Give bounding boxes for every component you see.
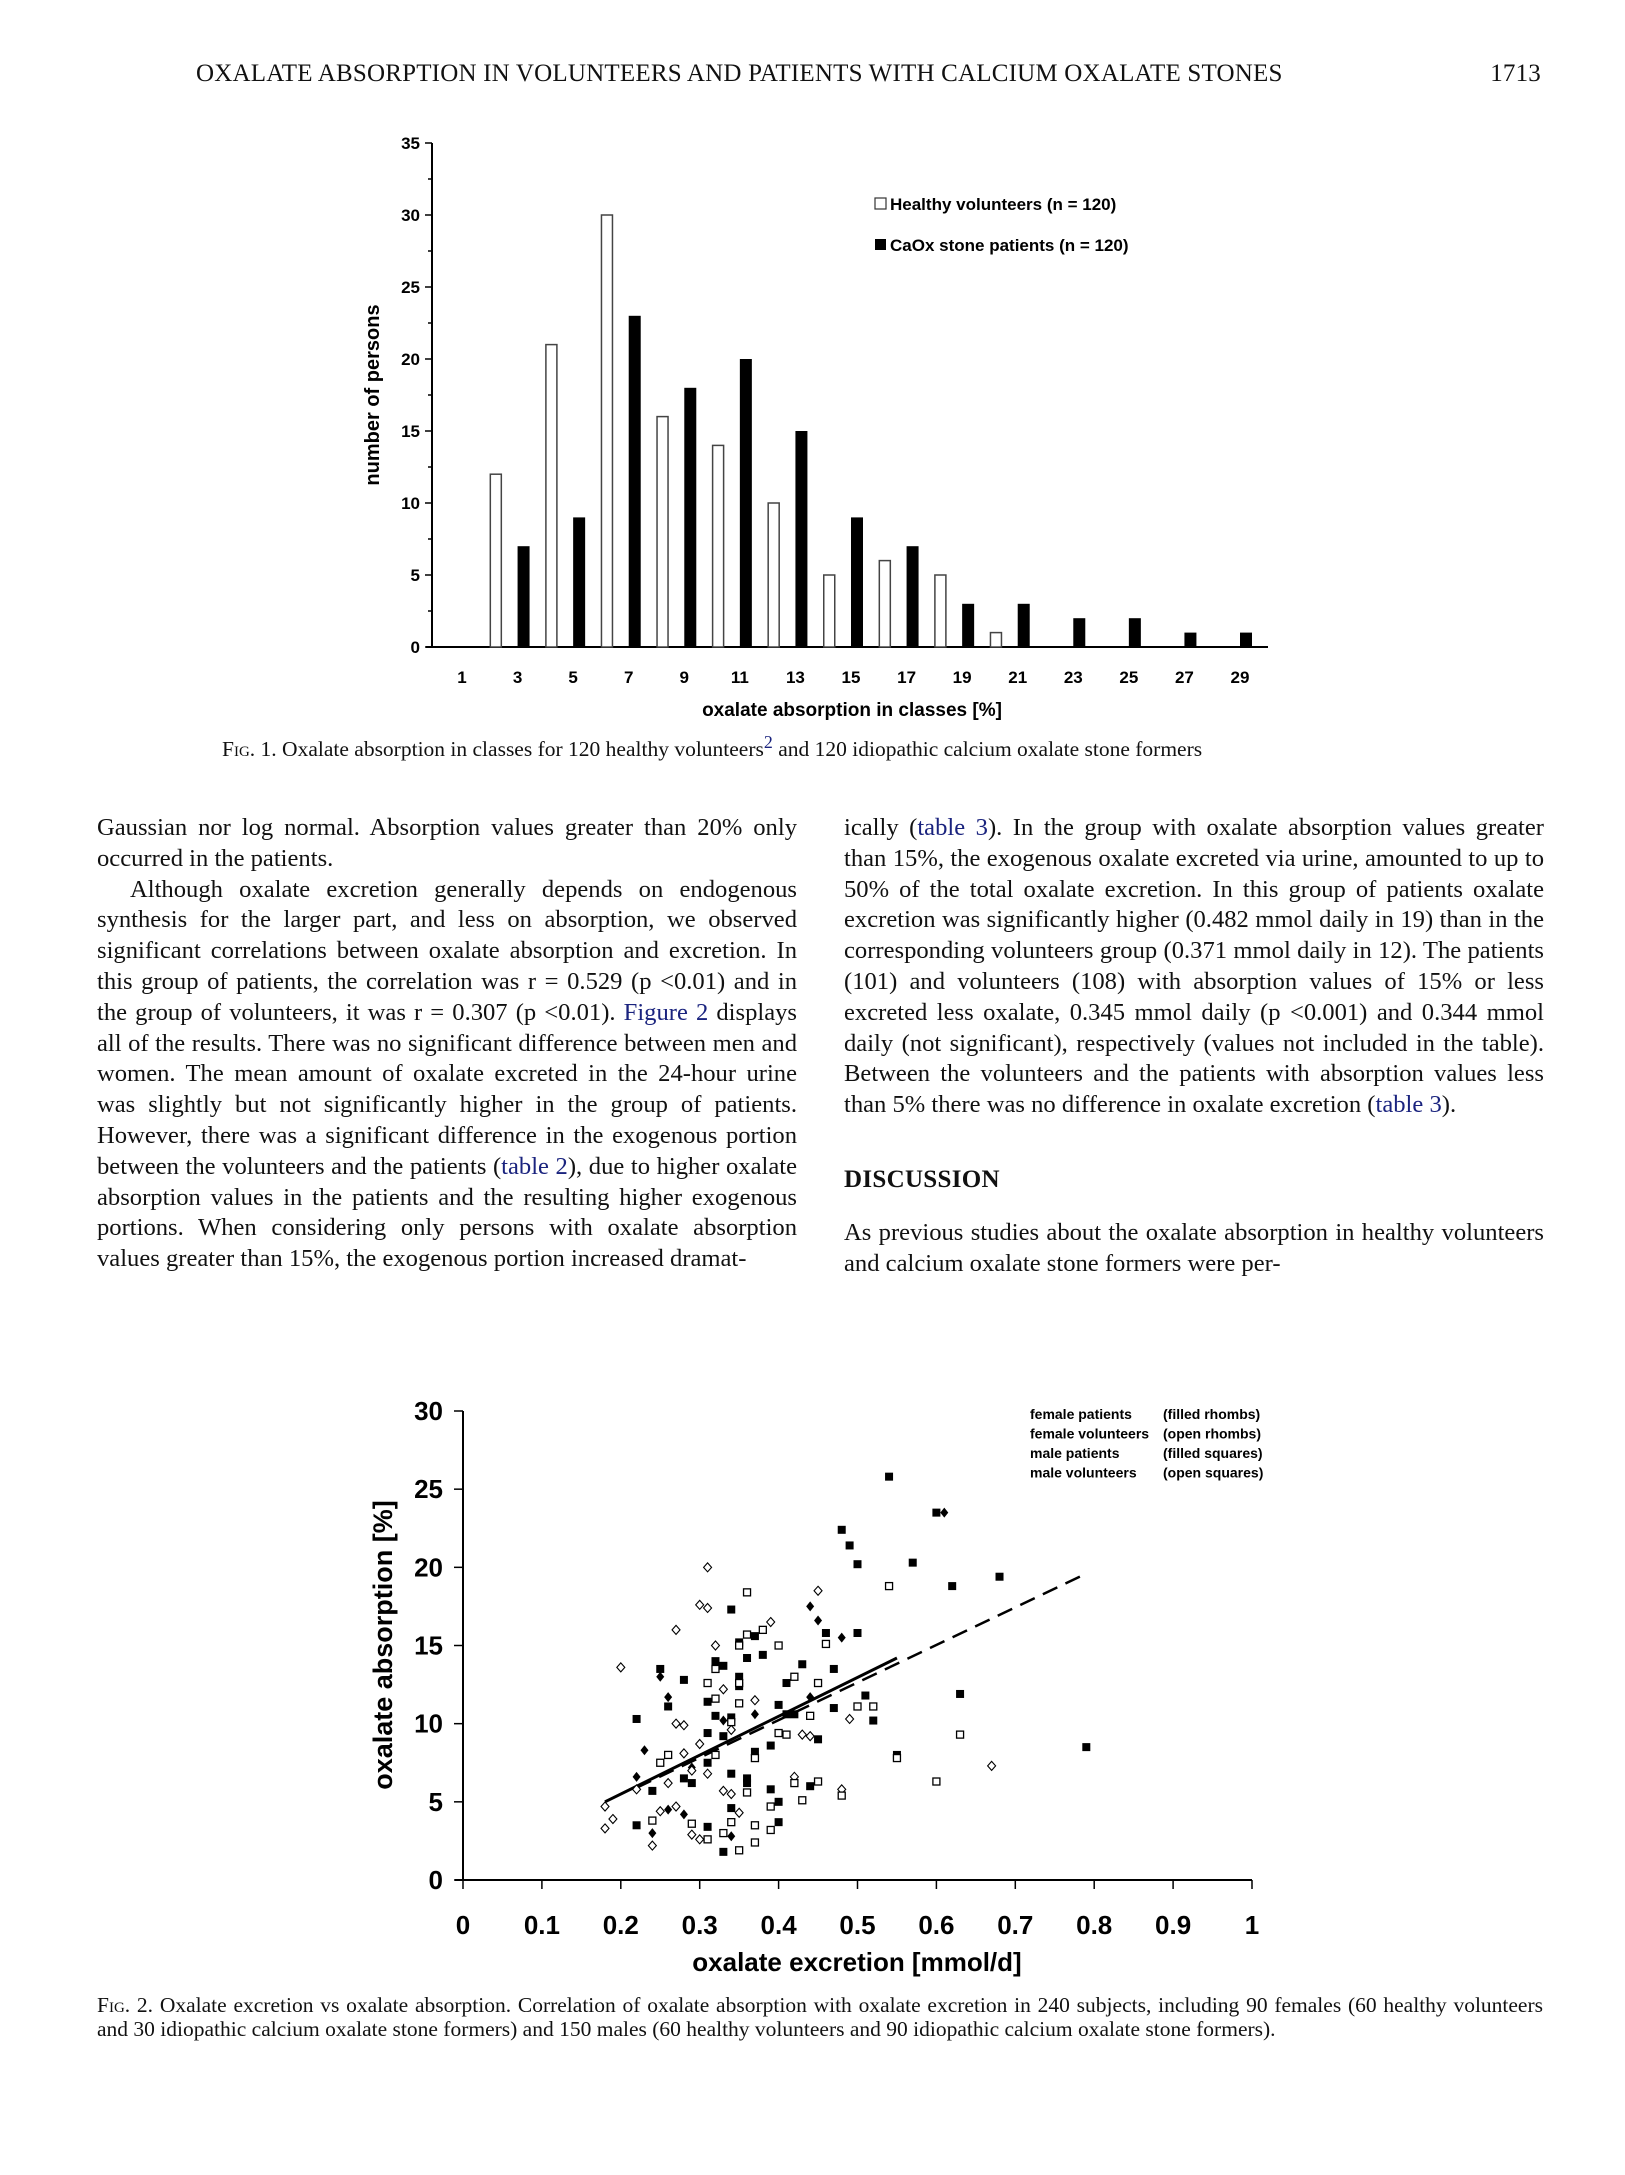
x-tick-label: 1 <box>1244 1910 1260 1940</box>
data-point <box>712 1751 719 1758</box>
bar-patients <box>1129 618 1141 647</box>
data-point <box>648 1828 656 1838</box>
data-point <box>775 1818 783 1826</box>
bar-patients <box>629 316 641 647</box>
data-point <box>711 1641 719 1650</box>
bar-patients <box>962 604 974 647</box>
y-tick-label: 30 <box>401 206 420 225</box>
data-point <box>719 1732 727 1740</box>
data-point <box>869 1717 877 1725</box>
bar-patients <box>851 517 863 647</box>
data-point <box>672 1719 680 1728</box>
svg-text:Healthy volunteers (n = 120): Healthy volunteers (n = 120) <box>890 195 1117 214</box>
data-point <box>601 1824 609 1833</box>
y-axis-label: number of persons <box>362 304 384 486</box>
data-point <box>704 1836 711 1843</box>
figure-1-caption: Fig. 1. Oxalate absorption in classes for 120 healthy volunteers$^2$ and 120 idiopathic calcium oxalate stone formers <box>222 732 1203 762</box>
svg-text:CaOx stone patients (n = 120): CaOx stone patients (n = 120) <box>890 236 1129 255</box>
data-point <box>704 1759 712 1767</box>
data-point <box>640 1745 648 1755</box>
data-point <box>759 1651 767 1659</box>
y-tick-label: 15 <box>414 1630 443 1661</box>
y-tick-label: 25 <box>414 1474 443 1505</box>
data-point <box>680 1676 688 1684</box>
right-text-column <box>844 813 1544 1279</box>
data-point <box>1082 1743 1090 1751</box>
figure-1-bar-chart <box>0 0 1625 720</box>
data-point <box>736 1642 743 1649</box>
data-point <box>649 1817 656 1824</box>
data-point <box>838 1792 845 1799</box>
y-tick-label: 0 <box>428 1865 443 1895</box>
x-tick-label: 0.2 <box>602 1910 639 1940</box>
data-point <box>719 1716 727 1726</box>
x-tick-label: 0.1 <box>523 1910 560 1940</box>
data-point <box>861 1692 869 1700</box>
data-point <box>680 1809 688 1819</box>
data-point <box>932 1509 940 1517</box>
data-point <box>838 1633 846 1643</box>
data-point <box>720 1830 727 1837</box>
data-point <box>767 1803 774 1810</box>
data-point <box>791 1673 798 1680</box>
data-point <box>736 1680 743 1687</box>
data-point <box>806 1601 814 1611</box>
data-point <box>727 1831 735 1841</box>
series-male-patients <box>633 1473 1091 1856</box>
data-point <box>767 1618 775 1627</box>
y-tick-label: 15 <box>401 422 420 441</box>
x-tick-label: 0 <box>455 1910 471 1940</box>
data-point <box>664 1805 672 1815</box>
data-point <box>767 1742 775 1750</box>
data-point <box>704 1680 711 1687</box>
x-tick-label: 13 <box>785 668 805 687</box>
bar-volunteers <box>601 215 612 647</box>
data-point <box>728 1719 735 1726</box>
bar-volunteers <box>490 474 501 647</box>
figure-2-caption: Fig. 2. Oxalate excretion vs oxalate absorption. Correlation of oxalate absorption with oxalate excretion in 240 subjects, including 90 females (60 healthy volunteers and 30 idiopathic calcium oxalate stone formers) and 150 males (60 healthy volunteers and 90 idiopathic calcium oxalate stone formers). <box>97 1993 1543 2041</box>
data-point <box>822 1640 829 1647</box>
data-point <box>728 1819 735 1826</box>
data-point <box>680 1721 688 1730</box>
bar-patients <box>1073 618 1085 647</box>
bar-volunteers <box>935 575 946 647</box>
data-point <box>719 1685 727 1694</box>
data-point <box>664 1692 672 1702</box>
data-point <box>775 1798 783 1806</box>
data-point <box>744 1631 751 1638</box>
data-point <box>775 1730 782 1737</box>
series-male-volunteers <box>649 1583 964 1854</box>
data-point <box>814 1586 822 1595</box>
x-tick-label: 25 <box>1119 668 1139 687</box>
data-point <box>664 1779 672 1788</box>
y-tick-label: 10 <box>414 1708 443 1739</box>
data-point <box>656 1665 664 1673</box>
data-point <box>665 1751 672 1758</box>
data-point <box>711 1657 719 1665</box>
data-point <box>712 1695 719 1702</box>
data-point <box>806 1732 814 1741</box>
data-point <box>782 1679 790 1687</box>
data-point <box>846 1714 854 1723</box>
data-point <box>798 1730 806 1739</box>
data-point <box>736 1847 743 1854</box>
x-tick-label: 15 <box>841 668 861 687</box>
bar-volunteers <box>713 445 724 647</box>
bar-patients <box>795 431 807 647</box>
legend-open-square-icon <box>875 198 886 209</box>
data-point <box>688 1820 695 1827</box>
bar-volunteers <box>768 503 779 647</box>
data-point <box>751 1822 758 1829</box>
paragraph: ically (table 3). In the group with oxalate absorption values greater than 15%, the exogenous oxalate excreted via urine, amounted to up to 50% of the total oxalate excretion. In this group of patients oxalate excretion was significantly higher (0.482 mmol daily in 19) than in the corresponding volunteers group (0.371 mmol daily in 12). The patients (101) and volunteers (108) with absorption values of 15% or less excreted less oxalate, 0.345 mmol daily (p <0.001) and 0.344 mmol daily (not significant), respectively (values not included in the table). Between the volunteers and the patients with absorption values less than 5% there was no difference in oxalate excretion (table 3). <box>844 814 1544 1119</box>
data-point <box>854 1629 862 1637</box>
data-point <box>688 1830 696 1839</box>
data-point <box>633 1821 641 1829</box>
data-point <box>711 1712 719 1720</box>
bar-volunteers <box>990 633 1001 647</box>
legend-group: female volunteers <box>1030 1425 1150 1442</box>
data-point <box>751 1709 759 1719</box>
data-point <box>648 1841 656 1850</box>
data-point <box>782 1710 790 1718</box>
y-tick-label: 10 <box>401 494 420 513</box>
data-point <box>704 1563 712 1572</box>
data-point <box>648 1787 656 1795</box>
bar-patients <box>518 546 530 647</box>
data-point <box>948 1582 956 1590</box>
data-point <box>783 1731 790 1738</box>
legend-group: male patients <box>1030 1445 1120 1461</box>
data-point <box>830 1704 838 1712</box>
data-point <box>719 1848 727 1856</box>
x-axis-label: oxalate absorption in classes [%] <box>702 700 1002 720</box>
y-tick-label: 30 <box>414 1396 443 1426</box>
data-point <box>885 1473 893 1481</box>
data-point <box>743 1654 751 1662</box>
data-point <box>696 1835 704 1844</box>
data-point <box>807 1712 814 1719</box>
data-point <box>940 1508 948 1518</box>
table-2-link[interactable]: table 2 <box>501 1152 568 1180</box>
data-point <box>688 1779 696 1787</box>
legend <box>875 195 1129 255</box>
data-point <box>790 1710 798 1718</box>
data-point <box>727 1606 735 1614</box>
x-tick-label: 0.6 <box>918 1910 955 1940</box>
data-point <box>672 1625 680 1634</box>
x-tick-label: 3 <box>512 668 523 687</box>
data-point <box>957 1731 964 1738</box>
bar-patients <box>740 359 752 647</box>
data-point <box>601 1802 609 1811</box>
legend <box>1030 1406 1263 1481</box>
data-point <box>933 1778 940 1785</box>
data-point <box>846 1541 854 1549</box>
x-tick-label: 23 <box>1063 668 1083 687</box>
data-point <box>704 1698 712 1706</box>
bar-volunteers <box>546 345 557 647</box>
bar-patients <box>1184 633 1196 647</box>
x-tick-label: 11 <box>730 668 749 687</box>
y-tick-label: 0 <box>410 638 420 657</box>
x-tick-label: 0.7 <box>997 1910 1034 1940</box>
data-point <box>657 1759 664 1766</box>
figure-2-label: Fig. 2. <box>97 1993 154 2017</box>
data-point <box>751 1755 758 1762</box>
data-point <box>838 1526 846 1534</box>
data-point <box>704 1729 712 1737</box>
paragraph: Although oxalate excretion generally depends on endogenous synthesis for the larger part, and less on absorption, we observed significant correlations between oxalate absorption and excretion. In this group of patients, the correlation was r = 0.529 (p <0.01) and in the group of volunteers, it was r = 0.307 (p <0.01). Figure 2 displays all of the results. There was no significant difference between men and women. The mean amount of oxalate excreted in the 24-hour urine was slightly but not significantly higher in the group of patients. However, there was a significant difference in the exogenous portion between the volunteers and the patients (table 2), due to higher oxalate absorption values in the patients and the resulting higher exogenous portions. When considering only persons with oxalate absorption values greater than 15%, the exogenous portion increased dramat- <box>97 875 798 1273</box>
data-point <box>854 1703 861 1710</box>
figure-1-label: Fig. 1. <box>222 737 277 762</box>
reference-link[interactable]: 2 <box>763 732 773 752</box>
legend-marker: (open rhombs) <box>1163 1425 1261 1442</box>
section-heading-discussion: DISCUSSION <box>844 1165 1000 1193</box>
data-point <box>719 1662 727 1670</box>
data-point <box>727 1790 735 1799</box>
x-tick-label: 17 <box>897 668 917 687</box>
x-tick-label: 21 <box>1008 668 1028 687</box>
legend-marker: (open squares) <box>1163 1464 1264 1481</box>
x-tick-label: 5 <box>568 668 578 687</box>
data-point <box>870 1703 877 1710</box>
data-point <box>672 1802 680 1811</box>
data-point <box>775 1642 782 1649</box>
x-tick-label: 9 <box>679 668 690 687</box>
x-tick-label: 19 <box>952 668 972 687</box>
bar-patients <box>573 517 585 647</box>
bar-patients <box>1240 633 1252 647</box>
data-point <box>815 1680 822 1687</box>
figure-2-link[interactable]: Figure 2 <box>623 998 709 1026</box>
data-point <box>696 1739 704 1748</box>
legend-filled-square-icon <box>875 239 886 250</box>
data-point <box>909 1559 917 1567</box>
data-point <box>744 1589 751 1596</box>
y-tick-label: 25 <box>401 278 420 297</box>
data-point <box>680 1749 688 1758</box>
data-point <box>815 1778 822 1785</box>
y-tick-label: 20 <box>414 1552 443 1583</box>
data-point <box>712 1665 719 1672</box>
x-tick-label: 29 <box>1230 668 1250 687</box>
data-point <box>664 1702 672 1710</box>
data-point <box>814 1615 822 1625</box>
data-point <box>806 1782 814 1790</box>
x-tick-label: 27 <box>1174 668 1194 687</box>
x-tick-label: 1 <box>457 668 467 687</box>
data-point <box>727 1725 735 1734</box>
data-point <box>609 1815 617 1824</box>
data-point <box>617 1663 625 1672</box>
x-tick-label: 0.3 <box>681 1910 718 1940</box>
y-tick-label: 5 <box>428 1786 443 1817</box>
data-point <box>751 1696 759 1705</box>
data-point <box>704 1823 712 1831</box>
bar-patients <box>1018 604 1030 647</box>
data-point <box>751 1839 758 1846</box>
y-tick-label: 35 <box>401 134 420 153</box>
data-point <box>814 1735 822 1743</box>
legend-group: female patients <box>1030 1406 1132 1422</box>
data-point <box>735 1808 743 1817</box>
data-point <box>744 1789 751 1796</box>
data-point <box>704 1769 712 1778</box>
left-text-column <box>97 813 797 1275</box>
bar-volunteers <box>824 575 835 647</box>
table-3-link[interactable]: table 3 <box>917 814 988 841</box>
y-tick-label: 20 <box>401 350 420 369</box>
bar-volunteers <box>879 561 890 647</box>
x-tick-label: 0.8 <box>1076 1910 1113 1940</box>
data-point <box>830 1665 838 1673</box>
data-point <box>854 1560 862 1568</box>
data-point <box>656 1807 664 1816</box>
y-axis-label: oxalate absorption [%] <box>368 1500 398 1790</box>
data-point <box>988 1761 996 1770</box>
data-point <box>893 1755 900 1762</box>
data-point <box>633 1715 641 1723</box>
data-point <box>956 1690 964 1698</box>
data-point <box>751 1632 759 1640</box>
data-point <box>775 1701 783 1709</box>
data-point <box>696 1600 704 1609</box>
x-tick-label: 7 <box>623 668 634 687</box>
bar-volunteers <box>657 417 668 647</box>
data-point <box>743 1774 751 1782</box>
bar-patients <box>907 546 919 647</box>
paragraph: Gaussian nor log normal. Absorption values greater than 20% only occurred in the patients. <box>97 814 797 872</box>
figure-2-scatter-plot <box>0 1380 1625 1980</box>
legend-marker: (filled rhombs) <box>1163 1406 1261 1422</box>
data-point <box>633 1772 641 1782</box>
paragraph: As previous studies about the oxalate absorption in healthy volunteers and calcium oxalate stone formers were per- <box>844 1218 1544 1277</box>
legend-marker: (filled squares) <box>1163 1445 1263 1461</box>
data-point <box>767 1826 774 1833</box>
x-tick-label: 0.9 <box>1155 1910 1192 1940</box>
legend-group: male volunteers <box>1030 1464 1137 1481</box>
data-point <box>736 1700 743 1707</box>
data-point <box>727 1770 735 1778</box>
data-point <box>759 1626 766 1633</box>
data-point <box>767 1785 775 1793</box>
x-tick-label: 0.5 <box>839 1910 876 1940</box>
data-point <box>704 1603 712 1612</box>
data-point <box>798 1660 806 1668</box>
data-point <box>886 1583 893 1590</box>
data-point <box>680 1774 688 1782</box>
page-number: 1713 <box>1490 60 1541 87</box>
bar-patients <box>684 388 696 647</box>
y-tick-label: 5 <box>410 566 420 585</box>
data-point <box>719 1786 727 1795</box>
data-point <box>799 1797 806 1804</box>
data-point <box>996 1573 1004 1581</box>
x-axis-label: oxalate excretion [mmol/d] <box>692 1947 1022 1977</box>
data-point <box>727 1804 735 1812</box>
data-point <box>791 1780 798 1787</box>
data-point <box>822 1629 830 1637</box>
x-tick-label: 0.4 <box>760 1910 797 1940</box>
running-title: OXALATE ABSORPTION IN VOLUNTEERS AND PATIENTS WITH CALCIUM OXALATE STONES <box>196 60 1283 87</box>
table-3-link[interactable]: table 3 <box>1375 1091 1442 1119</box>
data-point <box>656 1672 664 1682</box>
